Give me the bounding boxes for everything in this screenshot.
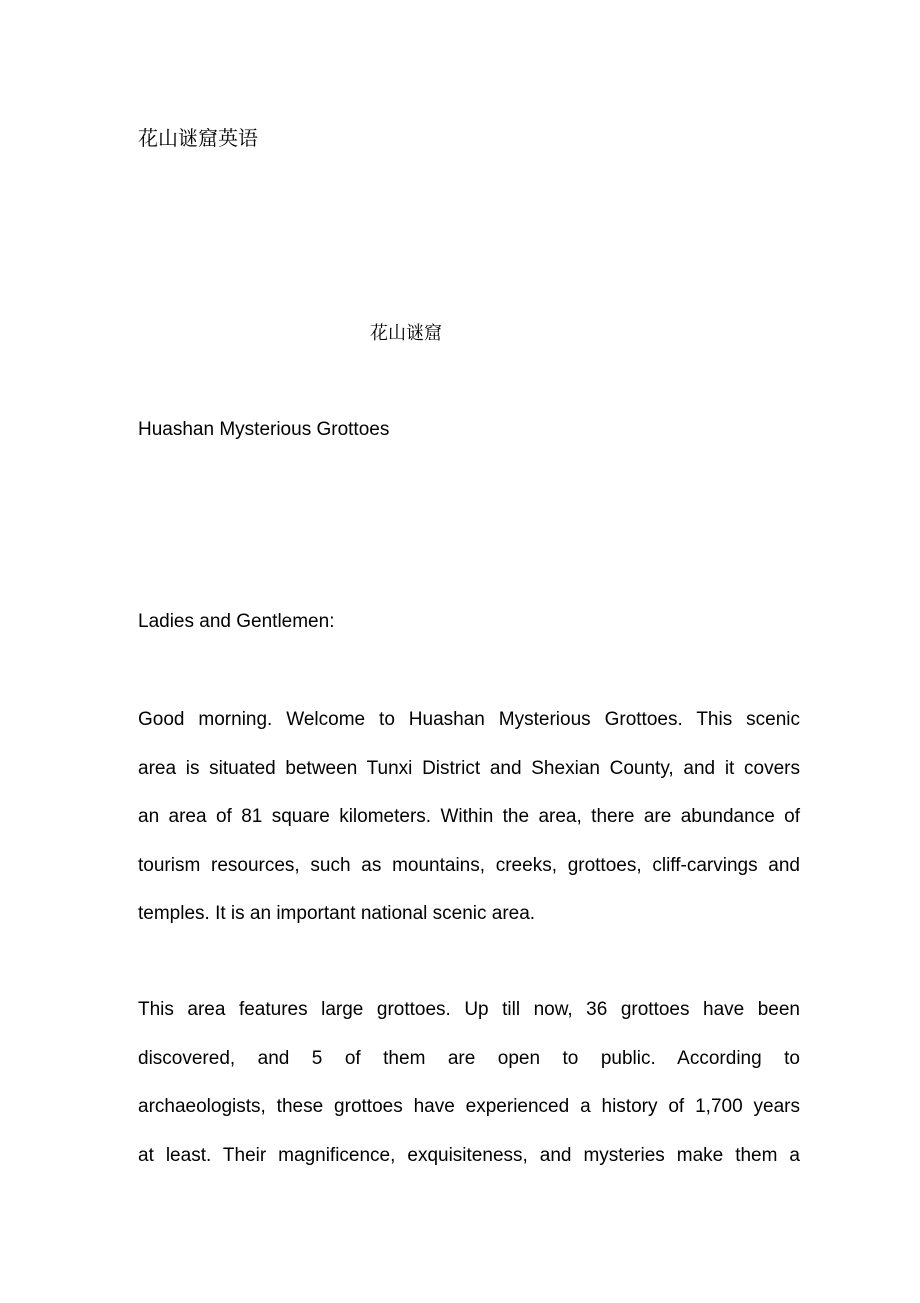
greeting: Ladies and Gentlemen: (138, 611, 335, 632)
paragraph-intro (138, 696, 800, 939)
paragraph-line: Good morning. Welcome to Huashan Mysterious Grottoes. This scenic (138, 709, 800, 730)
paragraph-line: archaeologists, these grottoes have experienced a history of 1,700 years (138, 1096, 800, 1117)
paragraph-line: an area of 81 square kilometers. Within the area, there are abundance of (138, 806, 800, 827)
paragraph-line: tourism resources, such as mountains, creeks, grottoes, cliff-carvings and (138, 854, 800, 876)
paragraph-line: temples. It is an important national scenic area. (138, 903, 536, 924)
paragraph-line: discovered, and 5 of them are open to public. According to (138, 1047, 800, 1069)
paragraph-line: area is situated between Tunxi District and Shexian County, and it covers (138, 757, 800, 779)
paragraph-line: This area features large grottoes. Up till now, 36 grottoes have been (138, 999, 800, 1020)
english-heading: Huashan Mysterious Grottoes (138, 419, 390, 440)
paragraph-line: at least. Their magnificence, exquisiteness, and mysteries make them a (138, 1144, 800, 1166)
paragraph-grottoes (138, 986, 800, 1180)
chinese-heading: 花山谜窟 (370, 323, 442, 344)
document-title: 花山谜窟英语 (138, 126, 258, 150)
